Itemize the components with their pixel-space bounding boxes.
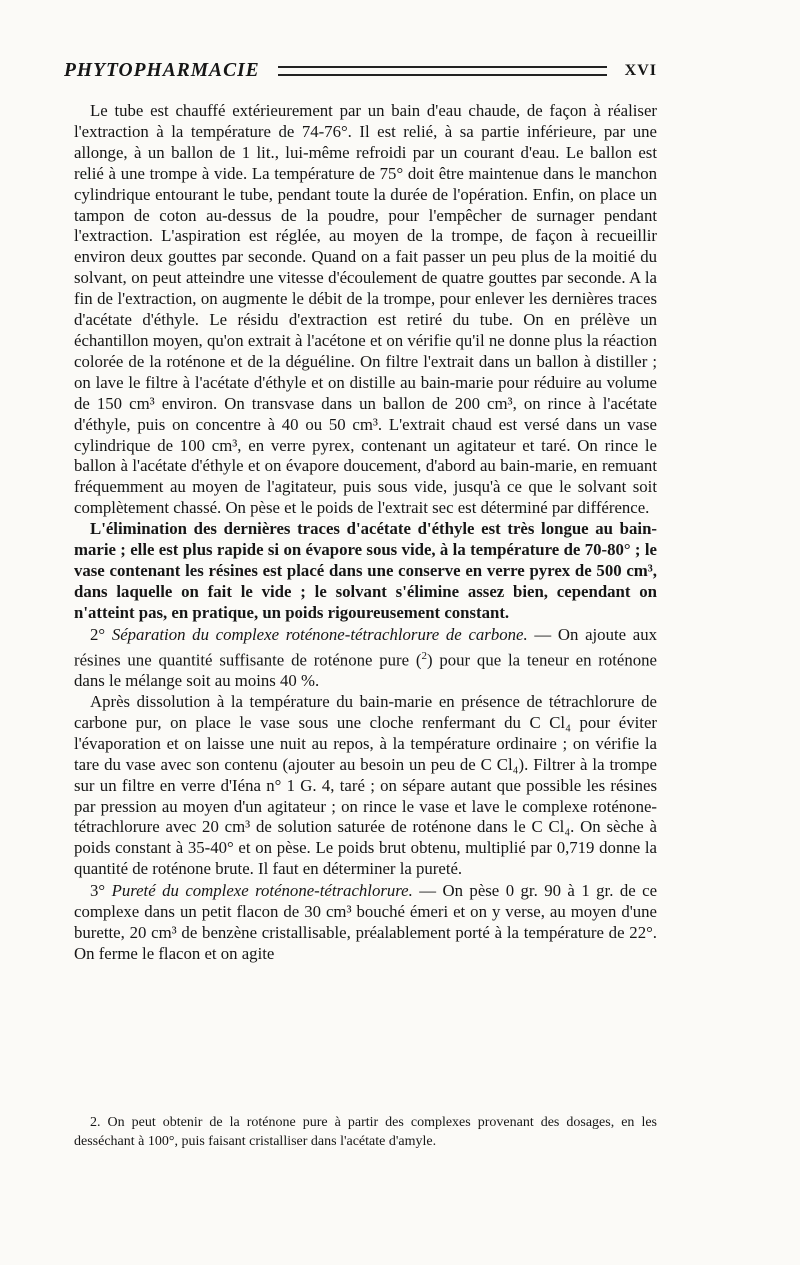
footnote-ref: 2 bbox=[421, 649, 427, 662]
header-rule bbox=[278, 66, 607, 76]
section-3-number: 3° bbox=[90, 881, 106, 901]
section-3-text: On pèse 0 gr. 90 à 1 gr. de ce complexe dans un petit flacon de 30 cm³ bouché émeri et on y verse, au moyen d'une burette, 20 cm³ de benzène cristallisable, préalablement porté à la température de 22°. On ferme le flacon et on agite bbox=[74, 881, 658, 963]
running-title: PHYTOPHARMACIE bbox=[64, 60, 260, 81]
paragraph-elimination: L'élimination des dernières traces d'acétate d'éthyle est très longue au bain-marie ; elle est plus rapide si on évapore sous vide, à la température de 70-80° ; le vase contenant les résines est placé dans une conserve en verre pyrex de 500 cm³, dans laquelle on fait le vide ; le solvant s'élimine assez bien, cependant on n'atteint pas, en pratique, un poids rigoureusement constant. bbox=[74, 519, 657, 622]
section-2-intro bbox=[74, 625, 657, 692]
paragraph-extraction: Le tube est chauffé extérieurement par un bain d'eau chaude, de façon à réaliser l'extraction à la température de 74-76°. Il est relié, à sa partie inférieure, par une allonge, à un ballon de 1 lit., lui-même refroidi par un courant d'eau. Le ballon est relié à une trompe à vide. La température de 75° doit être maintenue dans le manchon cylindrique entourant le tube, pendant toute la durée de l'opération. Enfin, on place un tampon de coton au-dessus de la poudre, pour l'empêcher de surnager pendant l'extraction. L'aspiration est réglée, au moyen de la trompe, de façon à recueillir environ deux gouttes par seconde. Quand on a fait passer un peu plus de la moitié du solvant, on peut atteindre une vitesse d'écoulement de quatre gouttes par seconde. A la fin de l'extraction, on augmente le débit de la trompe, pour enlever les dernières traces d'acétate d'éthyle. Le résidu d'extraction est retiré du tube. On en prélève un échantillon moyen, qu'on extrait à l'acétone et on vérifie qu'il ne donne plus la réaction colorée de la roténone et de la déguéline. On filtre l'extrait dans un ballon à distiller ; on lave le filtre à l'acétate d'éthyle et on distille au bain-marie pour réduire au volume de 150 cm³ environ. On transvase dans un ballon de 200 cm³, on rince à l'acétate d'éthyle, puis on concentre à 40 ou 50 cm³. L'extrait chaud est versé dans un vase cylindrique de 100 cm³, en verre pyrex, contenant un agitateur et taré. On rince le ballon à l'acétate d'éthyle et on évapore doucement, d'abord au bain-marie, en remuant fréquemment au moyen de l'agitateur, puis sous vide, jusqu'à ce que le solvant soit complètement chassé. On pèse et le poids de l'extrait sec est déterminé par différence. bbox=[74, 101, 657, 518]
section-2-heading: Séparation du complexe roténone-tétrachlorure de carbone. bbox=[111, 624, 528, 644]
section-2-paragraph: Après dissolution à la température du bain-marie en présence de tétrachlorure de carbone pur, on place le vase sous une cloche renfermant du C Cl₄ pour éviter l'évaporation et on laisse une nuit au repos, à la température ordinaire ; on vérifie la tare du vase avec son contenu (ajouter au besoin un peu de C Cl₄). Filtrer à la trompe sur un filtre en verre d'Iéna n° 1 G. 4, taré ; on sépare autant que possible les résines par pression au moyen d'un agitateur ; on rince le vase et lave le complexe roténone-tétrachlorure avec 20 cm³ de solution saturée de roténone dans le C Cl₄. On sèche à poids constant à 35-40° et on pèse. Le poids brut obtenu, multiplié par 0,719 donne la quantité de roténone brute. Il faut en déterminer la pureté. bbox=[74, 691, 657, 879]
section-2-text-a: On ajoute aux résines une quantité suffisante de roténone pure ( bbox=[74, 624, 658, 670]
section-2-dash: — bbox=[527, 624, 558, 644]
section-2-text-b: ) pour que la teneur en roténone dans le mélange soit au moins 40 %. bbox=[74, 650, 657, 691]
page-header bbox=[64, 58, 657, 84]
footnote bbox=[74, 1113, 657, 1151]
page-number: XVI bbox=[624, 62, 657, 79]
section-3-heading: Pureté du complexe roténone-tétrachlorure. bbox=[111, 881, 413, 901]
section-3-intro bbox=[74, 881, 657, 965]
section-3-dash: — bbox=[412, 881, 443, 901]
footnote-number: 2. bbox=[90, 1115, 101, 1130]
section-2-number: 2° bbox=[90, 624, 106, 644]
body-text bbox=[74, 101, 657, 965]
footnote-text: On peut obtenir de la roténone pure à partir des complexes provenant des dosages, en les desséchant à 100°, puis faisant cristalliser dans l'acétate d'amyle. bbox=[74, 1115, 657, 1149]
